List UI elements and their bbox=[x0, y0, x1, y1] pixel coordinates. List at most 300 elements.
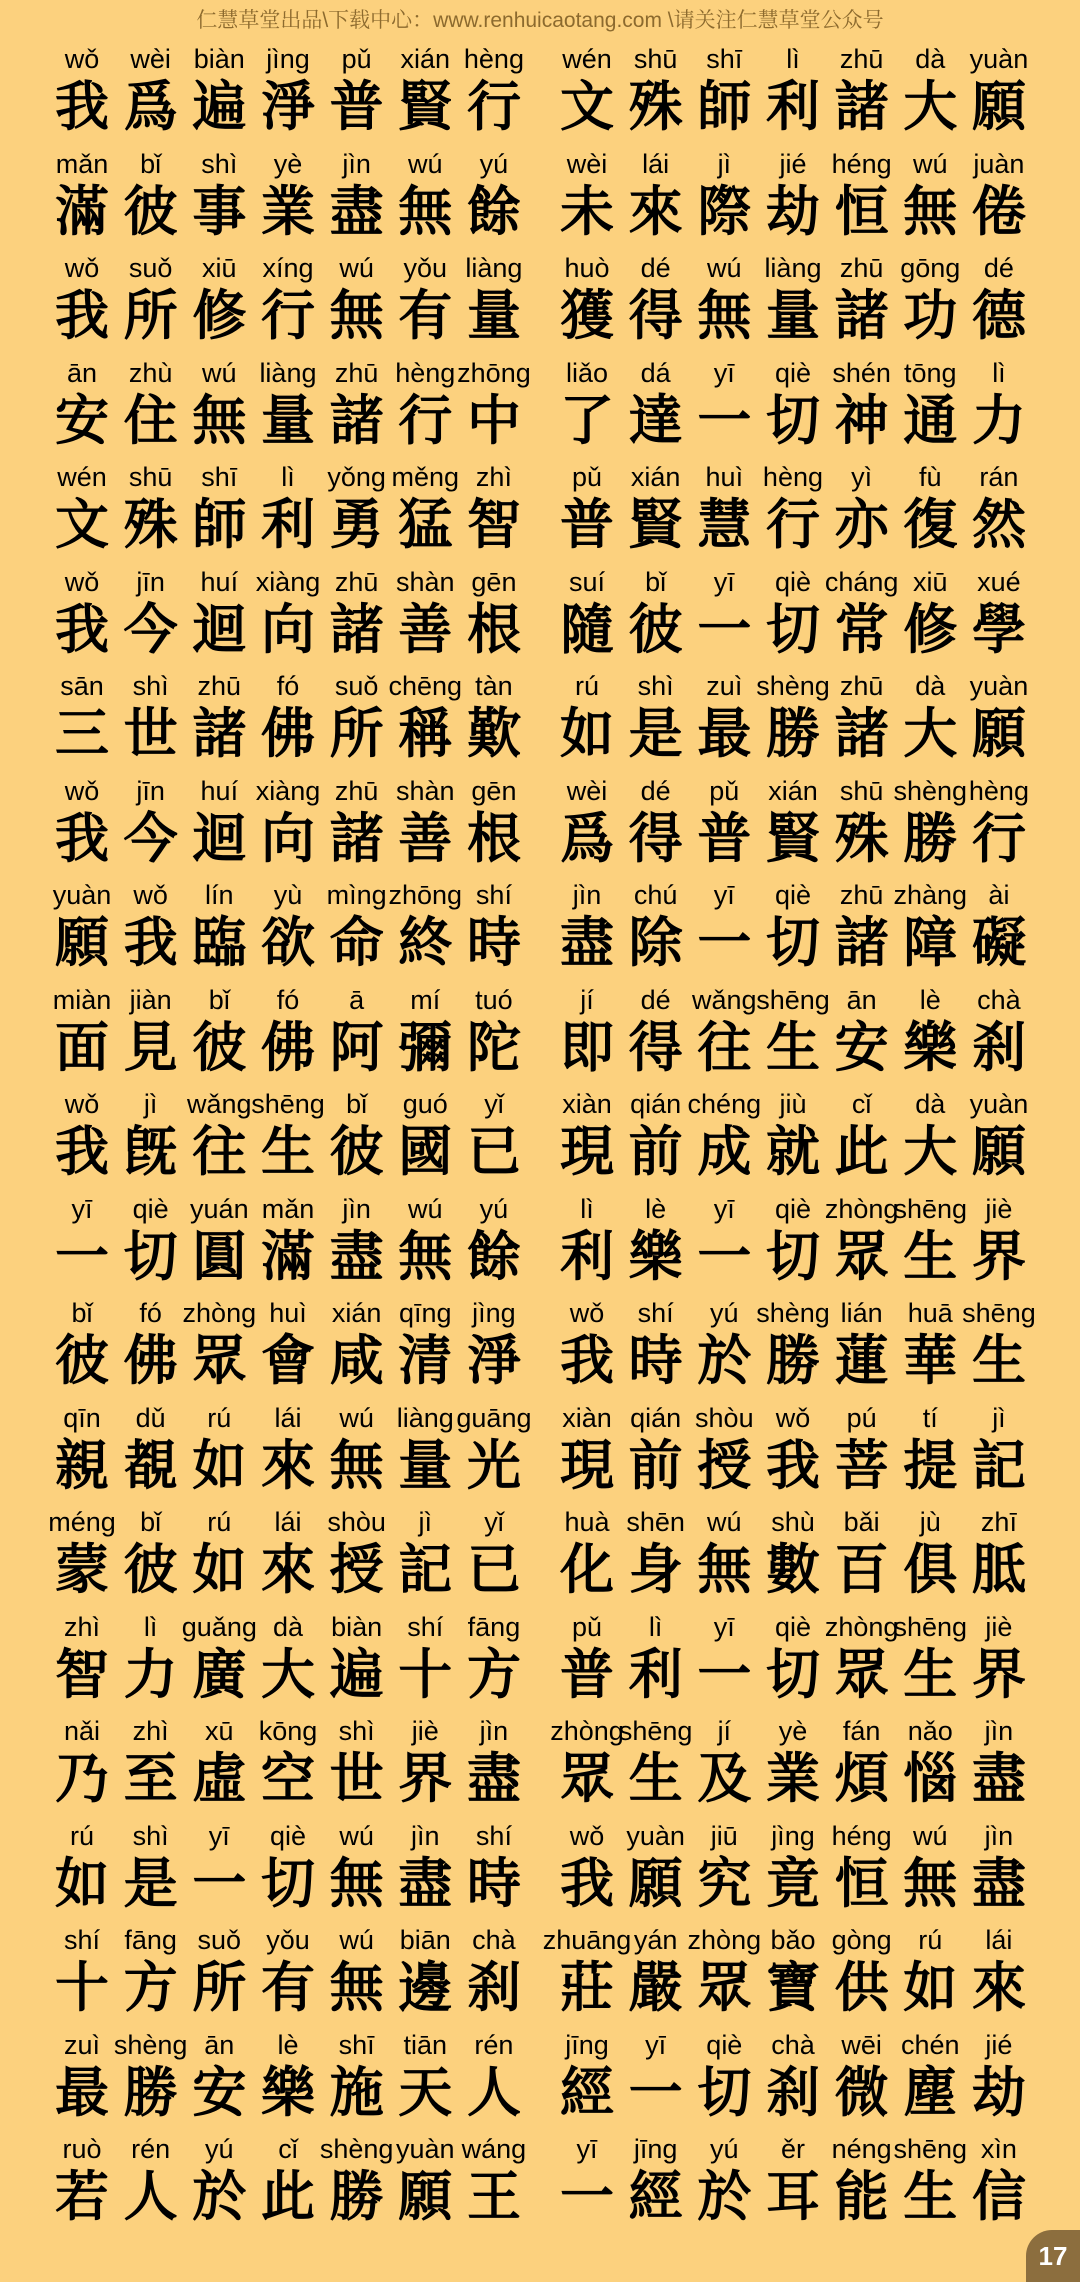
char-cell bbox=[323, 669, 391, 769]
pinyin: wú bbox=[707, 253, 742, 283]
char-cell bbox=[185, 878, 253, 978]
char-cell bbox=[690, 356, 758, 456]
char-cell bbox=[323, 147, 391, 247]
char-cell bbox=[391, 1296, 459, 1396]
pinyin: zhòng bbox=[687, 1925, 762, 1955]
pinyin: ān bbox=[66, 357, 98, 388]
pinyin: néng bbox=[831, 2134, 892, 2164]
char-cell bbox=[622, 42, 690, 142]
pinyin: zhì bbox=[132, 1716, 169, 1746]
char-cell bbox=[117, 42, 185, 142]
hanzi: 供 bbox=[834, 1956, 889, 2019]
hanzi: 普 bbox=[329, 75, 384, 138]
pinyin: ā bbox=[349, 984, 365, 1015]
hanzi: 生 bbox=[971, 1329, 1026, 1392]
hanzi: 來 bbox=[628, 179, 683, 243]
pinyin: yǒu bbox=[266, 1925, 310, 1955]
char-cell bbox=[460, 1192, 528, 1292]
pinyin: qiè bbox=[706, 2029, 743, 2060]
char-cell bbox=[893, 1192, 968, 1292]
pinyin: lì bbox=[786, 44, 800, 74]
char-cell bbox=[117, 1192, 185, 1292]
hanzi: 虛 bbox=[192, 1747, 247, 1810]
char-cell bbox=[185, 251, 253, 351]
pinyin: xián bbox=[400, 44, 451, 74]
pinyin: gòng bbox=[831, 1925, 892, 1955]
hanzi: 面 bbox=[55, 1015, 109, 1079]
char-cell bbox=[759, 1819, 827, 1919]
char-cell bbox=[622, 774, 690, 874]
pinyin: shēng bbox=[756, 984, 830, 1015]
char-cell bbox=[690, 1192, 758, 1292]
pinyin: wǒ bbox=[569, 1820, 605, 1851]
hanzi: 蒙 bbox=[55, 1538, 109, 1601]
pinyin: chà bbox=[771, 2029, 815, 2060]
pinyin: shèng bbox=[319, 2134, 394, 2164]
char-cell bbox=[391, 251, 459, 351]
pinyin: huā bbox=[907, 1298, 953, 1328]
pinyin: pǔ bbox=[571, 462, 603, 492]
hanzi: 切 bbox=[765, 388, 820, 452]
pinyin: xué bbox=[977, 566, 1021, 597]
char-cell bbox=[896, 2028, 964, 2128]
pinyin: wú bbox=[339, 1402, 374, 1433]
hanzi: 彼 bbox=[192, 1015, 247, 1079]
char-cell bbox=[553, 669, 621, 769]
hanzi: 我 bbox=[55, 1120, 109, 1183]
hanzi: 今 bbox=[123, 806, 178, 870]
char-cell bbox=[254, 878, 322, 978]
char-cell bbox=[690, 147, 758, 247]
right-column bbox=[542, 42, 1043, 2237]
hanzi: 命 bbox=[329, 911, 384, 974]
char-cell bbox=[460, 2028, 528, 2128]
hanzi: 善 bbox=[398, 806, 453, 870]
hanzi: 勝 bbox=[765, 1329, 820, 1392]
verse-line bbox=[48, 2132, 538, 2237]
pinyin: zhū bbox=[334, 357, 379, 388]
char-cell bbox=[690, 460, 758, 560]
pinyin: jiè bbox=[985, 1611, 1013, 1642]
char-cell bbox=[828, 460, 896, 560]
hanzi: 最 bbox=[697, 702, 752, 765]
hanzi: 量 bbox=[398, 1433, 453, 1497]
char-cell bbox=[48, 669, 116, 769]
pinyin: hèng bbox=[762, 462, 823, 492]
pinyin: dé bbox=[983, 253, 1014, 283]
char-cell bbox=[965, 669, 1033, 769]
verse-line bbox=[48, 1714, 538, 1819]
hanzi: 生 bbox=[765, 1015, 820, 1079]
char-cell bbox=[553, 1819, 621, 1919]
hanzi: 能 bbox=[834, 2165, 889, 2228]
pinyin: yuán bbox=[190, 1193, 249, 1224]
pinyin: zhuāng bbox=[542, 1925, 632, 1955]
char-cell bbox=[828, 356, 896, 456]
hanzi: 來 bbox=[260, 1538, 315, 1601]
pinyin: bǐ bbox=[140, 148, 162, 179]
pinyin: biàn bbox=[193, 44, 245, 74]
char-cell bbox=[185, 1819, 253, 1919]
verse-line bbox=[48, 251, 538, 356]
char-cell bbox=[553, 1296, 621, 1396]
char-cell bbox=[388, 669, 463, 769]
pinyin: wáng bbox=[461, 2134, 527, 2164]
hanzi: 蓮 bbox=[834, 1329, 889, 1392]
pinyin: shí bbox=[637, 1298, 674, 1328]
pinyin: wén bbox=[562, 44, 612, 74]
char-cell bbox=[622, 2132, 690, 2232]
char-cell bbox=[759, 356, 827, 456]
pinyin: zhàng bbox=[893, 880, 968, 910]
hanzi: 諸 bbox=[834, 284, 889, 347]
verse-line bbox=[48, 774, 538, 879]
hanzi: 如 bbox=[192, 1538, 247, 1601]
pinyin: xiàng bbox=[255, 566, 321, 597]
hanzi: 得 bbox=[628, 1015, 683, 1079]
pinyin: rén bbox=[474, 2029, 514, 2060]
pinyin: jù bbox=[919, 1507, 941, 1537]
pinyin: yú bbox=[710, 1298, 739, 1328]
char-cell bbox=[457, 356, 531, 456]
verse-line bbox=[48, 1401, 538, 1506]
verse-line bbox=[48, 460, 538, 565]
hanzi: 切 bbox=[765, 597, 820, 661]
pinyin: bǐ bbox=[71, 1298, 93, 1328]
pinyin: rú bbox=[918, 1925, 943, 1955]
hanzi: 根 bbox=[466, 597, 521, 661]
char-cell bbox=[460, 460, 528, 560]
pinyin: wú bbox=[202, 357, 237, 388]
char-cell bbox=[117, 669, 185, 769]
verse-line bbox=[553, 1087, 1043, 1192]
char-cell bbox=[460, 1610, 528, 1710]
pinyin: cǐ bbox=[851, 1089, 872, 1119]
pinyin: cháng bbox=[824, 566, 899, 597]
verse-line bbox=[553, 251, 1043, 356]
hanzi: 無 bbox=[697, 284, 752, 347]
hanzi: 無 bbox=[329, 1851, 384, 1915]
pinyin: wèi bbox=[566, 148, 608, 179]
char-cell bbox=[48, 356, 116, 456]
char-cell bbox=[618, 1714, 693, 1814]
verse-line bbox=[48, 42, 538, 147]
char-cell bbox=[323, 356, 391, 456]
hanzi: 樂 bbox=[903, 1015, 958, 1079]
pinyin: jìng bbox=[771, 1820, 815, 1851]
pinyin: hèng bbox=[968, 775, 1029, 806]
char-cell bbox=[460, 669, 528, 769]
char-cell bbox=[896, 983, 964, 1083]
pinyin: wú bbox=[913, 1820, 948, 1851]
hanzi: 達 bbox=[628, 388, 683, 452]
char-cell bbox=[687, 1923, 762, 2023]
hanzi: 勝 bbox=[123, 2060, 178, 2124]
pinyin: biàn bbox=[331, 1611, 383, 1642]
char-cell bbox=[690, 983, 758, 1083]
char-cell bbox=[48, 1819, 116, 1919]
char-cell bbox=[896, 1087, 964, 1187]
hanzi: 授 bbox=[329, 1538, 384, 1601]
pinyin: wǒ bbox=[64, 44, 100, 74]
pinyin: yuàn bbox=[969, 1089, 1029, 1119]
char-cell bbox=[828, 1296, 896, 1396]
pinyin: zhòng bbox=[824, 1611, 899, 1642]
hanzi: 無 bbox=[329, 1433, 384, 1497]
hanzi: 此 bbox=[834, 1120, 889, 1183]
char-cell bbox=[690, 1819, 758, 1919]
char-cell bbox=[48, 42, 116, 142]
hanzi: 普 bbox=[560, 1642, 614, 1706]
pinyin: kōng bbox=[258, 1716, 318, 1746]
pinyin: liàng bbox=[396, 1402, 454, 1433]
char-cell bbox=[48, 1087, 116, 1187]
char-cell bbox=[896, 1714, 964, 1814]
hanzi: 華 bbox=[903, 1329, 958, 1392]
pinyin: jié bbox=[985, 2029, 1013, 2060]
char-cell bbox=[460, 774, 528, 874]
char-cell bbox=[553, 42, 621, 142]
hanzi: 信 bbox=[971, 2165, 1026, 2228]
hanzi: 界 bbox=[971, 1642, 1026, 1706]
char-cell bbox=[622, 878, 690, 978]
pinyin: yǐ bbox=[484, 1507, 504, 1537]
pinyin: dé bbox=[640, 984, 671, 1015]
hanzi: 時 bbox=[628, 1329, 683, 1392]
hanzi: 百 bbox=[834, 1538, 889, 1601]
pinyin: lì bbox=[648, 1611, 663, 1642]
pinyin: zhī bbox=[980, 1507, 1017, 1537]
pinyin: jìn bbox=[342, 148, 371, 179]
hanzi: 無 bbox=[697, 1538, 752, 1601]
char-cell bbox=[323, 460, 391, 560]
char-cell bbox=[759, 42, 827, 142]
char-cell bbox=[117, 1505, 185, 1605]
pinyin: fù bbox=[919, 462, 942, 492]
pinyin: héng bbox=[831, 1820, 892, 1851]
hanzi: 賢 bbox=[765, 806, 820, 870]
char-cell bbox=[391, 1714, 459, 1814]
char-cell bbox=[254, 2132, 322, 2232]
hanzi: 得 bbox=[628, 806, 683, 870]
pinyin: wú bbox=[707, 1507, 742, 1537]
pinyin: fó bbox=[139, 1298, 162, 1328]
pinyin: wú bbox=[339, 253, 374, 283]
pinyin: zhì bbox=[63, 1611, 101, 1642]
pinyin: lì bbox=[580, 1193, 594, 1224]
hanzi: 劫 bbox=[765, 179, 820, 243]
char-cell bbox=[553, 1192, 621, 1292]
hanzi: 是 bbox=[123, 1851, 178, 1915]
char-cell bbox=[756, 669, 830, 769]
pinyin: mǎn bbox=[55, 148, 109, 179]
pinyin: yǐ bbox=[484, 1089, 504, 1119]
char-cell bbox=[323, 1192, 391, 1292]
pinyin: zhū bbox=[839, 253, 884, 283]
hanzi: 記 bbox=[398, 1538, 453, 1601]
char-cell bbox=[553, 2132, 621, 2232]
pinyin: bǐ bbox=[140, 1507, 162, 1537]
pinyin: qiè bbox=[132, 1193, 169, 1224]
char-cell bbox=[759, 147, 827, 247]
char-cell bbox=[117, 1610, 185, 1710]
hanzi: 未 bbox=[560, 179, 614, 243]
char-cell bbox=[391, 2028, 459, 2128]
pinyin: fó bbox=[276, 671, 300, 701]
char-cell bbox=[828, 42, 896, 142]
char-cell bbox=[553, 1401, 621, 1501]
pinyin: rú bbox=[69, 1820, 94, 1851]
hanzi: 界 bbox=[398, 1747, 453, 1810]
pinyin: yī bbox=[645, 2029, 667, 2060]
char-cell bbox=[117, 356, 185, 456]
pinyin: wǒ bbox=[64, 253, 100, 283]
char-cell bbox=[254, 147, 322, 247]
char-cell bbox=[251, 1087, 325, 1187]
char-cell bbox=[690, 251, 758, 351]
verse-line bbox=[553, 2028, 1043, 2133]
hanzi: 我 bbox=[123, 911, 178, 974]
char-cell bbox=[391, 356, 459, 456]
pinyin: xíng bbox=[262, 253, 314, 283]
hanzi: 中 bbox=[466, 388, 521, 452]
hanzi: 利 bbox=[628, 1642, 683, 1706]
pinyin: yī bbox=[713, 880, 735, 910]
pinyin: bǎi bbox=[843, 1507, 880, 1537]
verse-line bbox=[553, 565, 1043, 670]
verse-line bbox=[553, 460, 1043, 565]
pinyin: yī bbox=[208, 1820, 230, 1851]
pinyin: zhū bbox=[839, 880, 884, 910]
page-header: 仁慧草堂出品\下载中心：www.renhuicaotang.com \请关注仁慧草堂公众号 bbox=[196, 9, 884, 32]
hanzi: 利 bbox=[260, 493, 315, 556]
pinyin: qiè bbox=[774, 880, 811, 910]
hanzi: 切 bbox=[765, 1642, 820, 1706]
char-cell bbox=[690, 774, 758, 874]
hanzi: 願 bbox=[628, 1851, 683, 1915]
pinyin: jìn bbox=[342, 1193, 371, 1224]
pinyin: qiè bbox=[774, 1193, 811, 1224]
char-cell bbox=[323, 983, 391, 1083]
hanzi: 通 bbox=[903, 388, 958, 452]
pinyin: yī bbox=[71, 1193, 93, 1224]
hanzi: 一 bbox=[697, 1224, 752, 1288]
hanzi: 無 bbox=[329, 1956, 384, 2019]
pinyin: huà bbox=[564, 1507, 610, 1537]
char-cell bbox=[254, 1714, 322, 1814]
char-cell bbox=[48, 147, 116, 247]
pinyin: yuàn bbox=[52, 880, 112, 910]
pinyin: chà bbox=[977, 984, 1021, 1015]
char-cell bbox=[622, 669, 690, 769]
hanzi: 授 bbox=[697, 1433, 752, 1497]
hanzi: 無 bbox=[903, 179, 958, 243]
pinyin: pǔ bbox=[709, 775, 740, 806]
hanzi: 記 bbox=[971, 1433, 1026, 1497]
pinyin: shì bbox=[132, 1820, 169, 1851]
char-cell bbox=[553, 774, 621, 874]
verse-line bbox=[553, 1401, 1043, 1506]
hanzi: 大 bbox=[903, 702, 958, 765]
pinyin: bǐ bbox=[208, 984, 230, 1015]
char-cell bbox=[759, 774, 827, 874]
hanzi: 行 bbox=[398, 388, 453, 452]
pinyin: pǔ bbox=[571, 1611, 603, 1642]
pinyin: bǐ bbox=[645, 566, 667, 597]
char-cell bbox=[896, 1923, 964, 2023]
hanzi: 寶 bbox=[765, 1956, 820, 2019]
hanzi: 一 bbox=[697, 597, 752, 661]
hanzi: 無 bbox=[192, 388, 247, 452]
pinyin: shèng bbox=[113, 2029, 188, 2060]
char-cell bbox=[553, 147, 621, 247]
hanzi: 時 bbox=[466, 1851, 521, 1915]
char-cell bbox=[117, 878, 185, 978]
char-cell bbox=[622, 2028, 690, 2128]
hanzi: 了 bbox=[560, 388, 614, 452]
char-cell bbox=[254, 460, 322, 560]
pinyin: shì bbox=[201, 148, 238, 179]
char-cell bbox=[542, 1923, 632, 2023]
pinyin: fó bbox=[276, 984, 300, 1015]
hanzi: 力 bbox=[123, 1642, 178, 1706]
pinyin: shū bbox=[128, 462, 173, 492]
hanzi: 數 bbox=[765, 1538, 820, 1601]
hanzi: 俱 bbox=[903, 1538, 958, 1601]
char-cell bbox=[391, 1401, 459, 1501]
hanzi: 善 bbox=[398, 597, 453, 661]
char-cell bbox=[828, 1087, 896, 1187]
hanzi: 安 bbox=[834, 1015, 889, 1079]
pinyin: shù bbox=[771, 1507, 815, 1537]
pinyin: wǒ bbox=[775, 1402, 811, 1433]
hanzi: 願 bbox=[971, 702, 1026, 765]
pinyin: rú bbox=[574, 671, 599, 701]
char-cell bbox=[391, 565, 459, 665]
char-cell bbox=[117, 1923, 185, 2023]
pinyin: wú bbox=[408, 1193, 443, 1224]
char-cell bbox=[254, 1819, 322, 1919]
hanzi: 力 bbox=[971, 388, 1026, 452]
hanzi: 乃 bbox=[55, 1747, 109, 1810]
hanzi: 現 bbox=[560, 1120, 614, 1183]
pinyin: lè bbox=[645, 1193, 667, 1224]
verse-line bbox=[48, 1296, 538, 1401]
pinyin: fāng bbox=[467, 1611, 521, 1642]
pinyin: wú bbox=[339, 1925, 374, 1955]
char-cell bbox=[323, 1819, 391, 1919]
pinyin: lián bbox=[840, 1298, 883, 1328]
pinyin: dà bbox=[915, 671, 946, 701]
hanzi: 臨 bbox=[192, 911, 247, 974]
char-cell bbox=[48, 983, 116, 1083]
verse-line bbox=[553, 1192, 1043, 1297]
hanzi: 阿 bbox=[329, 1015, 384, 1079]
hanzi: 莊 bbox=[560, 1956, 614, 2019]
hanzi: 德 bbox=[971, 284, 1026, 347]
pinyin: shī bbox=[338, 2029, 375, 2060]
char-cell bbox=[824, 1610, 899, 1710]
verse-line bbox=[553, 1819, 1043, 1924]
char-cell bbox=[824, 565, 899, 665]
hanzi: 提 bbox=[903, 1433, 958, 1497]
pinyin: ěr bbox=[780, 2134, 805, 2164]
hanzi: 慧 bbox=[697, 493, 752, 556]
hanzi: 修 bbox=[903, 597, 958, 661]
hanzi: 淨 bbox=[466, 1329, 521, 1392]
pinyin: liàng bbox=[465, 253, 523, 283]
char-cell bbox=[622, 251, 690, 351]
